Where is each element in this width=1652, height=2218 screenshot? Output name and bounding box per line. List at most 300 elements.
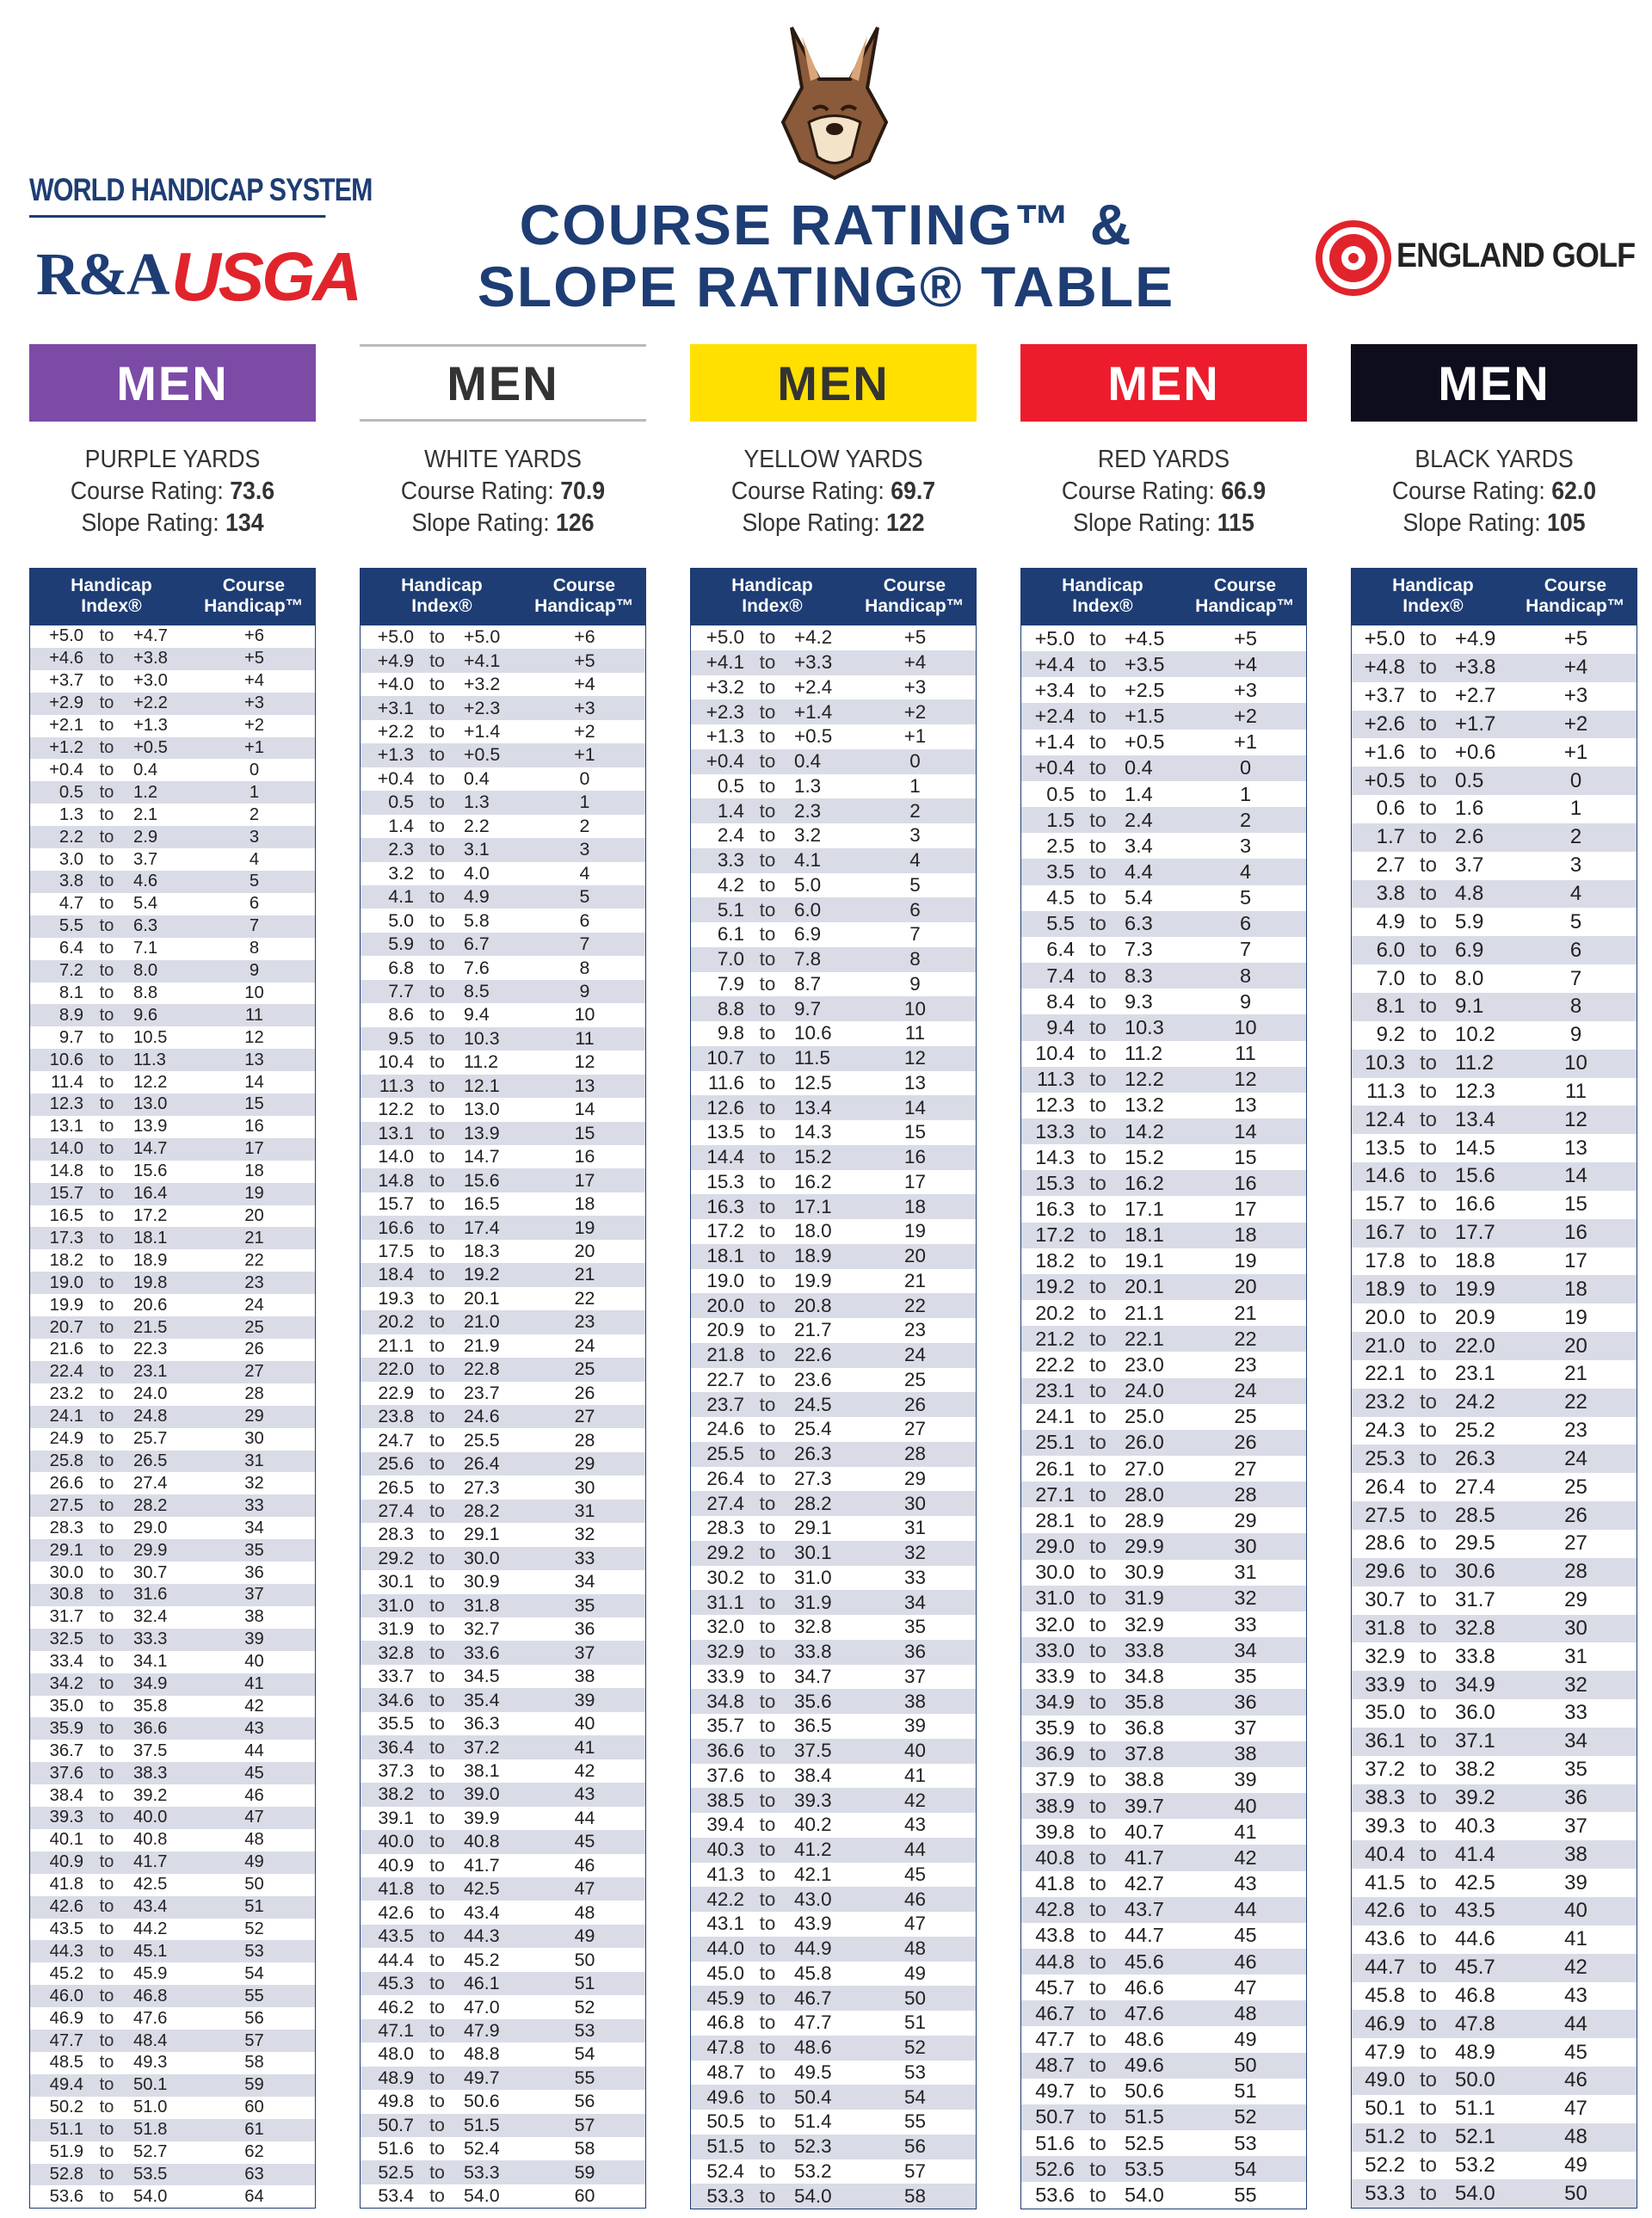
table-row	[30, 1762, 315, 1784]
to-label: to	[99, 2120, 114, 2140]
handicap-index-from: 46.8	[706, 2012, 744, 2034]
course-handicap-value: 9	[1239, 989, 1252, 1013]
to-label: to	[429, 1759, 445, 1781]
to-label: to	[1419, 909, 1437, 933]
table-row	[361, 1925, 645, 1948]
course-handicap-value: 0	[909, 750, 921, 773]
handicap-index-from: 23.2	[49, 1384, 83, 1404]
table-row	[361, 1617, 645, 1641]
table-row	[361, 1735, 645, 1759]
handicap-index-from: 48.7	[706, 2061, 744, 2083]
handicap-index-from: 35.9	[1035, 1716, 1075, 1740]
to-label: to	[429, 1453, 445, 1475]
table-row	[361, 2090, 645, 2113]
handicap-index-from: 8.6	[388, 1004, 414, 1026]
to-label: to	[99, 1050, 114, 1069]
to-label: to	[1089, 2028, 1106, 2051]
handicap-index-from: 24.7	[378, 1429, 414, 1451]
table-row	[30, 2097, 315, 2119]
table-row	[1021, 1274, 1306, 1300]
course-handicap-value: 41	[904, 1764, 926, 1786]
course-handicap-value: 25	[574, 1359, 595, 1380]
course-handicap-value: 23	[904, 1319, 926, 1341]
course-handicap-value: 3	[1239, 834, 1252, 857]
to-label: to	[1089, 1612, 1106, 1636]
handicap-index-from: 14.3	[1035, 1145, 1075, 1168]
course-handicap-value: 16	[1234, 1171, 1257, 1194]
course-handicap-value: +5	[574, 650, 595, 671]
table-row	[691, 1071, 976, 1096]
handicap-index-from: 16.3	[706, 1195, 744, 1217]
course-handicap-value: 8	[249, 939, 260, 958]
table-row	[691, 774, 976, 799]
header-text: Index®	[742, 596, 803, 616]
to-label: to	[429, 1287, 445, 1309]
table-row	[361, 1050, 645, 1074]
handicap-index-from: 3.5	[1046, 859, 1075, 883]
handicap-index-from: 41.3	[706, 1863, 744, 1885]
course-handicap-value: 32	[244, 1473, 264, 1493]
handicap-index-from: 17.2	[1035, 1223, 1075, 1247]
to-label: to	[1089, 1716, 1106, 1740]
handicap-index-to: 22.6	[794, 1344, 832, 1366]
table-row	[1021, 1560, 1306, 1586]
table-row	[30, 1717, 315, 1740]
handicap-index-from: 41.5	[1365, 1870, 1405, 1895]
handicap-index-to: 28.9	[1125, 1508, 1164, 1531]
to-label: to	[759, 1467, 776, 1489]
to-label: to	[1089, 1820, 1106, 1843]
course-handicap-value: 12	[904, 1047, 926, 1069]
handicap-index-to: 46.8	[1455, 1983, 1495, 2007]
header-text: Handicap	[1392, 576, 1474, 595]
to-label: to	[99, 1340, 114, 1359]
table-row	[361, 1807, 645, 1830]
to-label: to	[99, 1718, 114, 1738]
course-handicap-value: 26	[1564, 1503, 1587, 1527]
course-handicap-value: 29	[1234, 1508, 1257, 1531]
handicap-index-from: 42.6	[49, 1897, 83, 1917]
handicap-index-from: 31.1	[706, 1591, 744, 1613]
table-row	[361, 1594, 645, 1617]
table-row	[30, 1138, 315, 1161]
course-handicap-value: 56	[244, 2008, 264, 2028]
to-label: to	[429, 626, 445, 648]
to-label: to	[99, 916, 114, 936]
to-label: to	[1089, 1405, 1106, 1428]
handicap-index-from: 41.8	[1035, 1872, 1075, 1895]
course-handicap-value: 40	[574, 1713, 595, 1734]
handicap-index-to: 41.7	[1125, 1845, 1164, 1869]
to-label: to	[1419, 1927, 1437, 1951]
handicap-index-to: 18.1	[133, 1228, 168, 1248]
table-row	[1352, 964, 1637, 993]
handicap-index-to: 42.1	[794, 1863, 832, 1885]
to-label: to	[429, 2043, 445, 2065]
table-body	[1352, 625, 1637, 2208]
to-label: to	[99, 1228, 114, 1248]
handicap-index-to: 43.4	[464, 1901, 500, 1923]
table-row	[361, 1948, 645, 1971]
to-label: to	[1089, 964, 1106, 987]
course-rating-label: Course Rating:	[70, 477, 231, 505]
course-handicap-value: +3	[903, 675, 927, 698]
course-handicap-value: 15	[574, 1122, 595, 1143]
to-label: to	[1089, 1352, 1106, 1376]
table-row	[361, 649, 645, 672]
handicap-index-from: 50.2	[49, 2098, 83, 2117]
to-label: to	[99, 1808, 114, 1827]
handicap-index-to: 8.8	[133, 983, 158, 1002]
handicap-index-to: 2.2	[464, 815, 490, 836]
course-handicap-value: 28	[1234, 1482, 1257, 1506]
course-handicap-value: 54	[574, 2043, 595, 2065]
course-handicap-value: 40	[904, 1740, 926, 1762]
handicap-index-to: 53.2	[1455, 2153, 1495, 2177]
handicap-index-to: 6.7	[464, 933, 490, 955]
handicap-index-from: 6.1	[717, 923, 744, 946]
course-handicap-value: 15	[904, 1121, 926, 1143]
table-row	[30, 2052, 315, 2074]
to-label: to	[429, 2138, 445, 2159]
to-label: to	[759, 1740, 776, 1762]
handicap-index-to: 44.2	[133, 1919, 168, 1939]
course-handicap-value: 12	[1234, 1068, 1257, 1091]
table-row	[30, 1205, 315, 1228]
handicap-index-to: 23.1	[1455, 1362, 1495, 1386]
table-row	[1352, 1248, 1637, 1276]
handicap-index-to: +0.6	[1455, 740, 1496, 764]
to-label: to	[759, 2184, 776, 2207]
handicap-index-to: 10.3	[1125, 1015, 1164, 1038]
handicap-index-to: 32.8	[1455, 1616, 1495, 1640]
to-label: to	[759, 1962, 776, 1984]
table-row	[30, 2164, 315, 2186]
handicap-index-to: 3.4	[1125, 834, 1153, 857]
table-body	[1021, 625, 1306, 2209]
handicap-index-from: 9.5	[388, 1027, 414, 1049]
course-handicap-value: 50	[1564, 2181, 1587, 2205]
to-label: to	[99, 1696, 114, 1716]
course-handicap-value: +2	[574, 721, 595, 742]
table-row	[1021, 1456, 1306, 1482]
table-row	[1021, 1716, 1306, 1741]
table-row	[361, 1476, 645, 1499]
table-row	[361, 767, 645, 791]
handicap-index-from: 32.9	[1365, 1644, 1405, 1668]
table-row	[361, 1122, 645, 1145]
to-label: to	[1419, 1814, 1437, 1838]
handicap-index-to: 21.7	[794, 1319, 832, 1341]
table-row	[30, 826, 315, 848]
course-handicap-value: 4	[579, 862, 590, 884]
table-row	[361, 2042, 645, 2066]
handicap-index-to: 15.6	[1455, 1164, 1495, 1188]
table-row	[361, 1665, 645, 1688]
table-row	[30, 715, 315, 737]
handicap-index-to: 50.6	[1125, 2079, 1164, 2103]
to-label: to	[1089, 808, 1106, 831]
course-handicap-value: 31	[1564, 1644, 1587, 1668]
handicap-index-from: +3.1	[377, 697, 414, 718]
handicap-index-to: 8.7	[794, 972, 822, 995]
handicap-index-from: 19.2	[1035, 1275, 1075, 1298]
table-row	[361, 625, 645, 649]
handicap-index-from: +0.4	[1034, 756, 1075, 779]
handicap-index-from: 10.4	[1035, 1042, 1075, 1065]
england-golf-logo	[1315, 211, 1636, 305]
to-label: to	[759, 1319, 776, 1341]
handicap-index-from: +2.9	[49, 693, 83, 713]
slope-rating-value: 122	[886, 509, 925, 537]
table-row	[30, 1494, 315, 1517]
to-label: to	[99, 1295, 114, 1315]
course-handicap-value: 59	[574, 2161, 595, 2183]
handicap-index-from: 46.9	[1365, 2012, 1405, 2036]
handicap-index-from: 53.4	[378, 2185, 414, 2207]
handicap-index-from: 2.5	[1046, 834, 1075, 857]
handicap-index-from: 8.1	[59, 983, 83, 1002]
handicap-index-from: 25.5	[706, 1443, 744, 1465]
handicap-index-to: 24.0	[133, 1384, 168, 1404]
to-label: to	[429, 2091, 445, 2112]
handicap-index-to: 51.0	[133, 2098, 168, 2117]
table-row	[1352, 2123, 1637, 2152]
table-row	[1352, 1784, 1637, 1813]
course-handicap-value: 62	[244, 2142, 264, 2162]
course-handicap-value: 45	[244, 1763, 264, 1783]
handicap-index-to: 29.1	[794, 1517, 832, 1539]
table-row	[361, 1382, 645, 1405]
table-row	[1021, 1793, 1306, 1819]
to-label: to	[1089, 1508, 1106, 1531]
course-rating-line	[1032, 476, 1295, 508]
slope-rating-line	[1362, 508, 1625, 539]
handicap-index-from: 2.3	[388, 839, 414, 860]
handicap-index-to: 54.0	[1455, 2181, 1495, 2205]
handicap-index-to: 49.6	[1125, 2054, 1164, 2077]
handicap-index-from: 40.9	[378, 1854, 414, 1876]
course-handicap-value: +3	[243, 693, 265, 713]
handicap-index-to: 42.5	[133, 1875, 168, 1895]
to-label: to	[1089, 1431, 1106, 1454]
to-label: to	[1419, 627, 1437, 651]
header-handicap-index	[30, 569, 193, 625]
table-row	[691, 996, 976, 1021]
table-row	[361, 673, 645, 696]
table-row	[1021, 1663, 1306, 1689]
course-handicap-value: 4	[1569, 882, 1582, 906]
handicap-index-to: 18.0	[794, 1220, 832, 1242]
handicap-index-to: 18.9	[794, 1245, 832, 1267]
handicap-index-from: 40.3	[706, 1839, 744, 1861]
course-handicap-value: 53	[1234, 2131, 1257, 2154]
course-handicap-value: 1	[249, 782, 260, 802]
course-handicap-value: 41	[574, 1736, 595, 1758]
course-handicap-value: 18	[574, 1193, 595, 1215]
course-handicap-value: 44	[1234, 1898, 1257, 1921]
handicap-index-to: 54.0	[133, 2186, 168, 2206]
handicap-index-to: 52.3	[794, 2135, 832, 2158]
table-row	[1352, 1445, 1637, 1473]
course-handicap-value: 40	[244, 1652, 264, 1672]
handicap-index-from: 42.2	[706, 1888, 744, 1910]
table-row	[30, 1562, 315, 1584]
to-label: to	[1089, 1768, 1106, 1791]
course-handicap-value: 45	[904, 1863, 926, 1885]
course-handicap-value: 30	[1234, 1535, 1257, 1558]
handicap-index-from: 44.7	[1365, 1956, 1405, 1980]
handicap-index-to: 4.4	[1125, 859, 1153, 883]
handicap-index-to: 0.4	[1125, 756, 1153, 779]
to-label: to	[759, 948, 776, 970]
to-label: to	[99, 1429, 114, 1449]
course-handicap-value: 6	[1239, 912, 1252, 935]
handicap-index-from: +1.4	[1034, 730, 1075, 754]
table-row	[30, 938, 315, 960]
handicap-index-from: 38.9	[1035, 1794, 1075, 1817]
table-row	[691, 1293, 976, 1318]
tee-banner: MEN	[1020, 344, 1307, 422]
handicap-index-to: 16.2	[794, 1170, 832, 1192]
handicap-index-to: 32.4	[133, 1607, 168, 1627]
handicap-index-from: 27.5	[1365, 1503, 1405, 1527]
handicap-index-from: +4.6	[49, 649, 83, 668]
handicap-index-to: 2.6	[1455, 825, 1484, 849]
handicap-index-to: 45.2	[464, 1949, 500, 1970]
handicap-index-from: 48.0	[378, 2043, 414, 2065]
to-label: to	[1419, 1644, 1437, 1668]
handicap-index-to: 28.2	[464, 1500, 500, 1521]
handicap-index-to: 44.6	[1455, 1927, 1495, 1951]
handicap-index-from: 50.7	[1035, 2105, 1075, 2129]
header-handicap-index	[691, 569, 854, 625]
course-handicap-value: 19	[1564, 1305, 1587, 1329]
handicap-index-from: 3.8	[1376, 882, 1405, 906]
header-handicap-index	[361, 569, 523, 625]
to-label: to	[429, 1429, 445, 1451]
to-label: to	[99, 1027, 114, 1047]
table-row	[691, 650, 976, 675]
handicap-index-from: 10.6	[49, 1050, 83, 1069]
course-handicap-value: 23	[1234, 1352, 1257, 1376]
handicap-index-from: 26.1	[1035, 1457, 1075, 1480]
to-label: to	[759, 1195, 776, 1217]
course-handicap-value: 23	[574, 1311, 595, 1333]
to-label: to	[759, 1220, 776, 1242]
handicap-index-from: +3.7	[1364, 684, 1405, 708]
handicap-index-from: 16.5	[49, 1206, 83, 1226]
to-label: to	[1089, 1794, 1106, 1817]
handicap-index-from: 46.0	[49, 1986, 83, 2005]
header-course-handicap	[854, 569, 976, 625]
to-label: to	[1089, 678, 1106, 701]
to-label: to	[1419, 1786, 1437, 1810]
handicap-index-from: 30.1	[378, 1571, 414, 1593]
course-handicap-value: 59	[244, 2075, 264, 2095]
table-row	[361, 2114, 645, 2137]
table-row	[1021, 2026, 1306, 2052]
handicap-index-from: 40.0	[378, 1831, 414, 1852]
table-row	[361, 1428, 645, 1451]
table-row	[361, 1334, 645, 1358]
course-handicap-value: 8	[1569, 995, 1582, 1019]
handicap-index-to: 14.7	[133, 1139, 168, 1159]
to-label: to	[759, 2036, 776, 2059]
handicap-index-from: 31.8	[1365, 1616, 1405, 1640]
course-handicap-value: 52	[244, 1919, 264, 1939]
handicap-index-to: 43.4	[133, 1897, 168, 1917]
to-label: to	[759, 1913, 776, 1935]
to-label: to	[429, 981, 445, 1002]
to-label: to	[429, 1241, 445, 1261]
handicap-index-to: 52.1	[1455, 2125, 1495, 2149]
table-row	[691, 1145, 976, 1170]
handicap-index-from: 47.7	[49, 2030, 83, 2050]
handicap-index-from: 12.4	[1365, 1107, 1405, 1131]
handicap-index-from: 35.0	[1365, 1701, 1405, 1725]
handicap-index-from: 25.3	[1365, 1446, 1405, 1470]
header-text: Handicap™	[534, 596, 634, 616]
to-label: to	[759, 1566, 776, 1588]
to-label: to	[99, 1763, 114, 1783]
to-label: to	[429, 721, 445, 742]
handicap-index-from: 14.6	[1365, 1164, 1405, 1188]
course-handicap-value: +4	[574, 674, 595, 695]
table-row	[361, 2019, 645, 2042]
handicap-index-to: 8.3	[1125, 964, 1153, 987]
handicap-index-to: 17.4	[464, 1217, 500, 1238]
table-row	[361, 1216, 645, 1239]
handicap-index-from: +5.0	[49, 626, 83, 646]
table-row	[691, 625, 976, 650]
course-handicap-value: 34	[1564, 1729, 1587, 1753]
course-handicap-value: 40	[1234, 1794, 1257, 1817]
to-label: to	[429, 909, 445, 931]
tee-banner: MEN	[29, 344, 316, 422]
to-label: to	[429, 1264, 445, 1285]
handicap-index-to: 11.2	[1455, 1051, 1494, 1075]
handicap-index-from: +2.1	[49, 716, 83, 736]
course-handicap-value: 24	[574, 1334, 595, 1356]
course-handicap-value: 50	[904, 1987, 926, 2009]
handicap-index-from: 44.4	[378, 1949, 414, 1970]
table-row	[30, 960, 315, 983]
table-row	[691, 1046, 976, 1071]
table-row	[1021, 1352, 1306, 1377]
to-label: to	[1089, 912, 1106, 935]
randa-logo: R&A	[36, 242, 169, 308]
to-label: to	[1089, 2105, 1106, 2129]
to-label: to	[1089, 1249, 1106, 1272]
to-label: to	[759, 1096, 776, 1118]
table-row	[1352, 1954, 1637, 1982]
handicap-index-to: +4.9	[1455, 627, 1496, 651]
handicap-index-to: 2.9	[133, 827, 158, 847]
course-handicap-value: 25	[244, 1317, 264, 1337]
handicap-index-from: 5.9	[388, 933, 414, 955]
table-row	[361, 885, 645, 909]
handicap-index-to: 38.3	[133, 1763, 168, 1783]
handicap-index-from: 19.0	[49, 1272, 83, 1292]
table-row	[1021, 1611, 1306, 1637]
handicap-index-to: 33.8	[1125, 1638, 1164, 1661]
table-row	[361, 956, 645, 979]
course-handicap-value: 56	[904, 2135, 926, 2158]
table-row	[691, 1392, 976, 1417]
handicap-index-to: 12.1	[464, 1075, 500, 1096]
handicap-index-to: 25.5	[464, 1429, 500, 1451]
